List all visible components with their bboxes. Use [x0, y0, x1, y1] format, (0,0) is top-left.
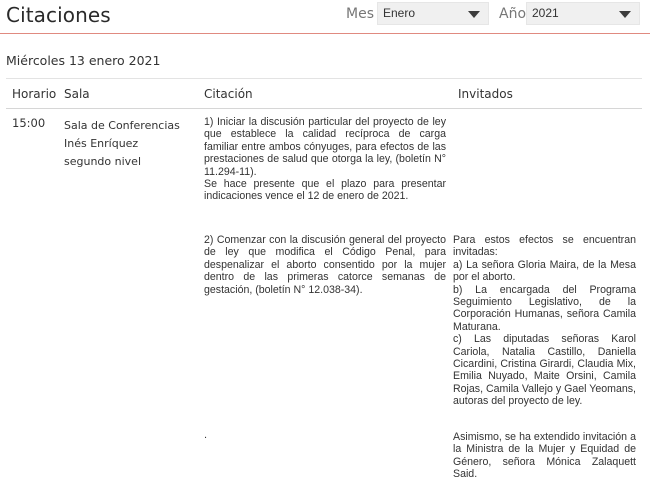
month-select-value: Enero	[383, 6, 416, 20]
chevron-down-icon	[468, 11, 480, 18]
invitados-line: c) Las diputadas señoras Karol Cariola, Natalia Castillo, Daniella Cicardini, Cristina Girardi, Claudia Mix, Emilia Nuyado, Maite Orsini, Camila Rojas, Camila Vallejo y Gael Yeomans, autoras del proyecto de ley.	[453, 333, 636, 408]
column-header-horario: Horario	[12, 87, 57, 101]
month-select[interactable]	[377, 2, 489, 25]
session-time: 15:00	[12, 116, 46, 130]
invitados-item	[453, 234, 636, 408]
invitados-line: a) La señora Gloria Maira, de la Mesa por el aborto.	[453, 258, 636, 284]
column-header-sala: Sala	[64, 87, 90, 101]
chevron-down-icon	[619, 11, 631, 18]
room-line: Sala de Conferencias	[64, 119, 180, 132]
room-line: Inés Enríquez	[64, 137, 139, 150]
citacion-item	[204, 116, 446, 203]
column-header-invitados: Invitados	[458, 87, 513, 101]
citacion-note: Se hace presente que el plazo para presentar indicaciones vence el 12 de enero de 2021.	[204, 178, 446, 203]
month-filter-label: Mes	[346, 6, 374, 22]
citacion-text: 2) Comenzar con la discusión general del proyecto de ley que modifica el Código Penal, para despenalizar el aborto consentido por la mujer dentro de las primeras catorce semanas de gestación, (boletín N° 12.038-34).	[204, 234, 446, 296]
invitados-line: Para estos efectos se encuentran invitadas:	[453, 234, 636, 259]
invitados-line: Asimismo, se ha extendido invitación a la Ministra de la Mujer y Equidad de Género, señora Mónica Zalaquett Said.	[453, 431, 636, 481]
table-header	[6, 78, 642, 109]
citacion-text: 1) Iniciar la discusión particular del proyecto de ley que establece la calidad recíproca de carga familiar entre ambos cónyuges, para efectos de las prestaciones de salud que otorga la ley, (boletín N° 11.294-11).	[204, 116, 446, 178]
invitados-line: b) La encargada del Programa Seguimiento Legislativo, de la Corporación Humanas, señora Camila Maturana.	[453, 283, 636, 333]
citacion-extra-mark: .	[204, 429, 208, 441]
column-header-citacion: Citación	[204, 87, 253, 101]
invitados-item	[453, 431, 636, 481]
session-room	[64, 117, 194, 171]
citacion-item	[204, 234, 446, 296]
year-filter-label: Año	[499, 6, 527, 22]
date-heading: Miércoles 13 enero 2021	[6, 53, 161, 68]
page-header	[0, 0, 650, 34]
year-select-value: 2021	[532, 6, 559, 20]
page-title: Citaciones	[6, 3, 111, 27]
room-line: segundo nivel	[64, 155, 141, 168]
year-select[interactable]	[526, 2, 640, 25]
